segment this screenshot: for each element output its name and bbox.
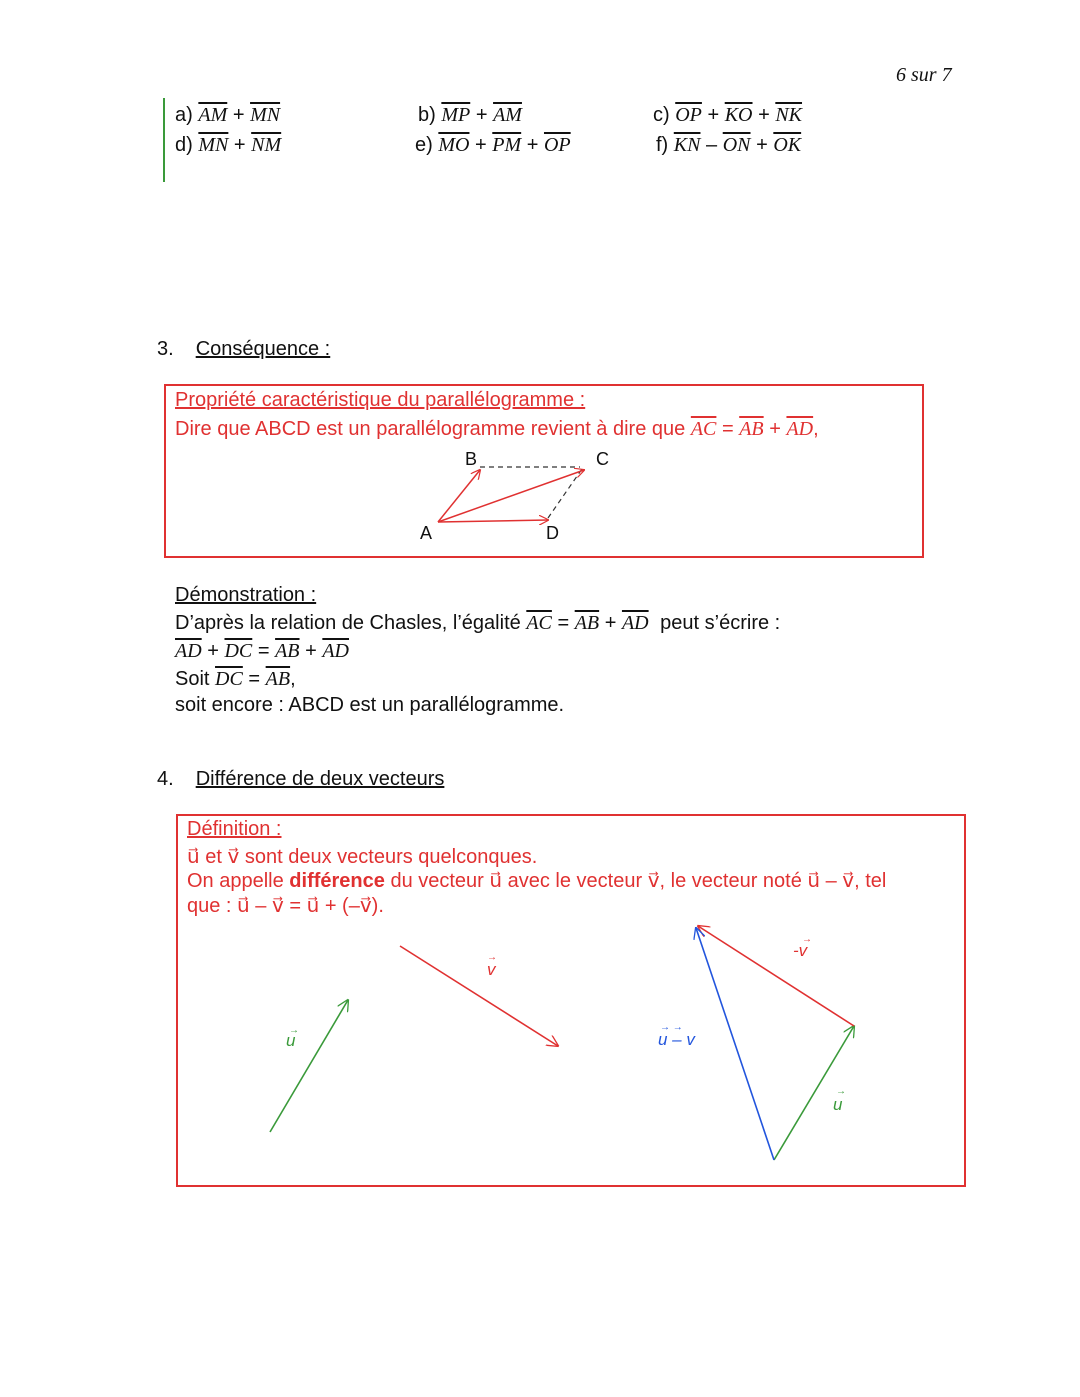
vector-term: $\overline{AB}$ (265, 668, 291, 690)
vector-term: $\overline{AB}$ (574, 612, 600, 634)
vector-term: $\overline{PM}$ (492, 134, 522, 156)
definition-title: Définition : (187, 818, 282, 840)
label-u-translated: u (833, 1095, 843, 1114)
section-number: 4. (157, 768, 174, 790)
vector-term: $\overline{MN}$ (198, 134, 229, 156)
operator: + (526, 134, 539, 156)
punctuation: , (813, 418, 819, 440)
exercise-item-f (656, 134, 801, 157)
operator: + (233, 134, 246, 156)
label-v-arrow: → (487, 952, 497, 963)
vector-term: $\overline{DC}$ (224, 640, 253, 662)
item-label: d) (175, 134, 193, 156)
label-u-minus-v-arrow: → → (660, 1022, 683, 1033)
definition-text: On appelle (187, 870, 290, 892)
vector-term: $\overline{AM}$ (493, 104, 522, 126)
definition-keyword: différence (289, 870, 385, 892)
operator: + (756, 134, 768, 156)
section-number: 3. (157, 338, 174, 360)
vector-term: $\overline{AD}$ (786, 418, 814, 440)
section-3-heading (157, 338, 330, 361)
section-4-heading (157, 768, 444, 791)
definition-text: du vecteur u⃗ avec le vecteur v⃗, le vecteur noté u⃗ – v⃗, tel (384, 870, 887, 892)
vector-v (400, 946, 558, 1046)
item-label: b) (418, 104, 436, 126)
point-label-c: C (596, 449, 609, 469)
vector-term: $\overline{KN}$ (673, 134, 701, 156)
point-label-b: B (465, 449, 478, 469)
vector-term: $\overline{OP}$ (543, 134, 571, 156)
operator: + (758, 104, 770, 126)
operator: + (707, 104, 720, 126)
exercise-item-b (418, 104, 522, 127)
label-v: v (487, 960, 496, 979)
vector-term: $\overline{MN}$ (250, 104, 281, 126)
exercise-item-a (175, 104, 280, 127)
operator: + (305, 640, 317, 662)
item-label: a) (175, 104, 193, 126)
operator: + (207, 640, 219, 662)
property-statement (175, 418, 819, 441)
item-label: e) (415, 134, 433, 156)
demo-line-4: soit encore : ABCD est un parallélogramme. (175, 694, 565, 716)
section-title: Conséquence : (195, 338, 331, 360)
exercise-item-d (175, 134, 281, 157)
demo-line-3 (175, 668, 296, 691)
vector-term: $\overline{MO}$ (438, 134, 470, 156)
vector-term: $\overline{DC}$ (215, 668, 243, 690)
punctuation: , (290, 668, 296, 690)
page-number: 6 sur 7 (896, 64, 952, 86)
vector-difference-figure (176, 914, 966, 1184)
label-minus-v: -v (793, 941, 808, 960)
vector-u-minus-v (696, 928, 774, 1160)
point-label-a: A (420, 523, 433, 543)
property-text: Dire que ABCD est un parallélogramme revient à dire que (175, 418, 686, 440)
demo-text: Soit (175, 668, 210, 690)
operator: – (706, 134, 718, 156)
definition-line-3: que : u⃗ – v⃗ = u⃗ + (–v⃗). (187, 895, 384, 917)
vector-term: $\overline{AC}$ (690, 418, 717, 440)
demo-line-1 (175, 612, 780, 635)
label-u-minus-v: u – v (658, 1030, 695, 1049)
section-title: Différence de deux vecteurs (195, 768, 445, 790)
demo-text: peut s’écrire : (660, 612, 781, 634)
vector-term: $\overline{AC}$ (526, 612, 552, 634)
vector-u (270, 1000, 348, 1132)
demo-title: Démonstration : (175, 584, 317, 606)
operator: = (257, 640, 270, 662)
label-u-arrow: → (289, 1025, 299, 1036)
label-u: u (286, 1031, 296, 1050)
operator: = (248, 668, 261, 690)
demo-text: D’après la relation de Chasles, l’égalité (175, 612, 521, 634)
exercise-margin-bar (163, 98, 165, 182)
operator: + (769, 418, 781, 440)
operator: + (232, 104, 245, 126)
vector-term: $\overline{NM}$ (251, 134, 282, 156)
vector-term: $\overline{AD}$ (621, 612, 649, 634)
vector-term: $\overline{MP}$ (441, 104, 471, 126)
operator: + (604, 612, 617, 634)
definition-line-1: u⃗ et v⃗ sont deux vecteurs quelconques. (187, 846, 538, 868)
vector-term: $\overline{KO}$ (724, 104, 753, 126)
operator: = (557, 612, 570, 634)
definition-line-2 (187, 868, 886, 893)
vector-term: $\overline{AB}$ (739, 418, 764, 440)
operator: + (475, 134, 487, 156)
vector-term: $\overline{ON}$ (722, 134, 751, 156)
vector-minus-v (698, 926, 854, 1026)
item-label: c) (653, 104, 670, 126)
vector-term: $\overline{AD}$ (175, 640, 202, 662)
item-label: f) (656, 134, 669, 156)
label-u-translated-arrow: → (836, 1086, 846, 1097)
exercise-item-c (653, 104, 802, 127)
operator: = (721, 418, 734, 440)
vector-term: $\overline{AB}$ (275, 640, 300, 662)
property-title: Propriété caractéristique du parallélogramme : (175, 389, 586, 411)
exercise-item-e (415, 134, 571, 157)
vector-ad (438, 520, 548, 522)
vector-term: $\overline{AD}$ (322, 640, 350, 662)
operator: + (475, 104, 488, 126)
label-minus-v-arrow: → (802, 934, 812, 945)
point-label-d: D (546, 523, 559, 543)
vector-term: $\overline{AM}$ (198, 104, 228, 126)
vector-term: $\overline{NK}$ (775, 104, 803, 126)
parallelogram-figure (400, 445, 640, 550)
vector-term: $\overline{OK}$ (773, 134, 802, 156)
vector-term: $\overline{OP}$ (675, 104, 702, 126)
demo-line-2 (175, 640, 349, 663)
